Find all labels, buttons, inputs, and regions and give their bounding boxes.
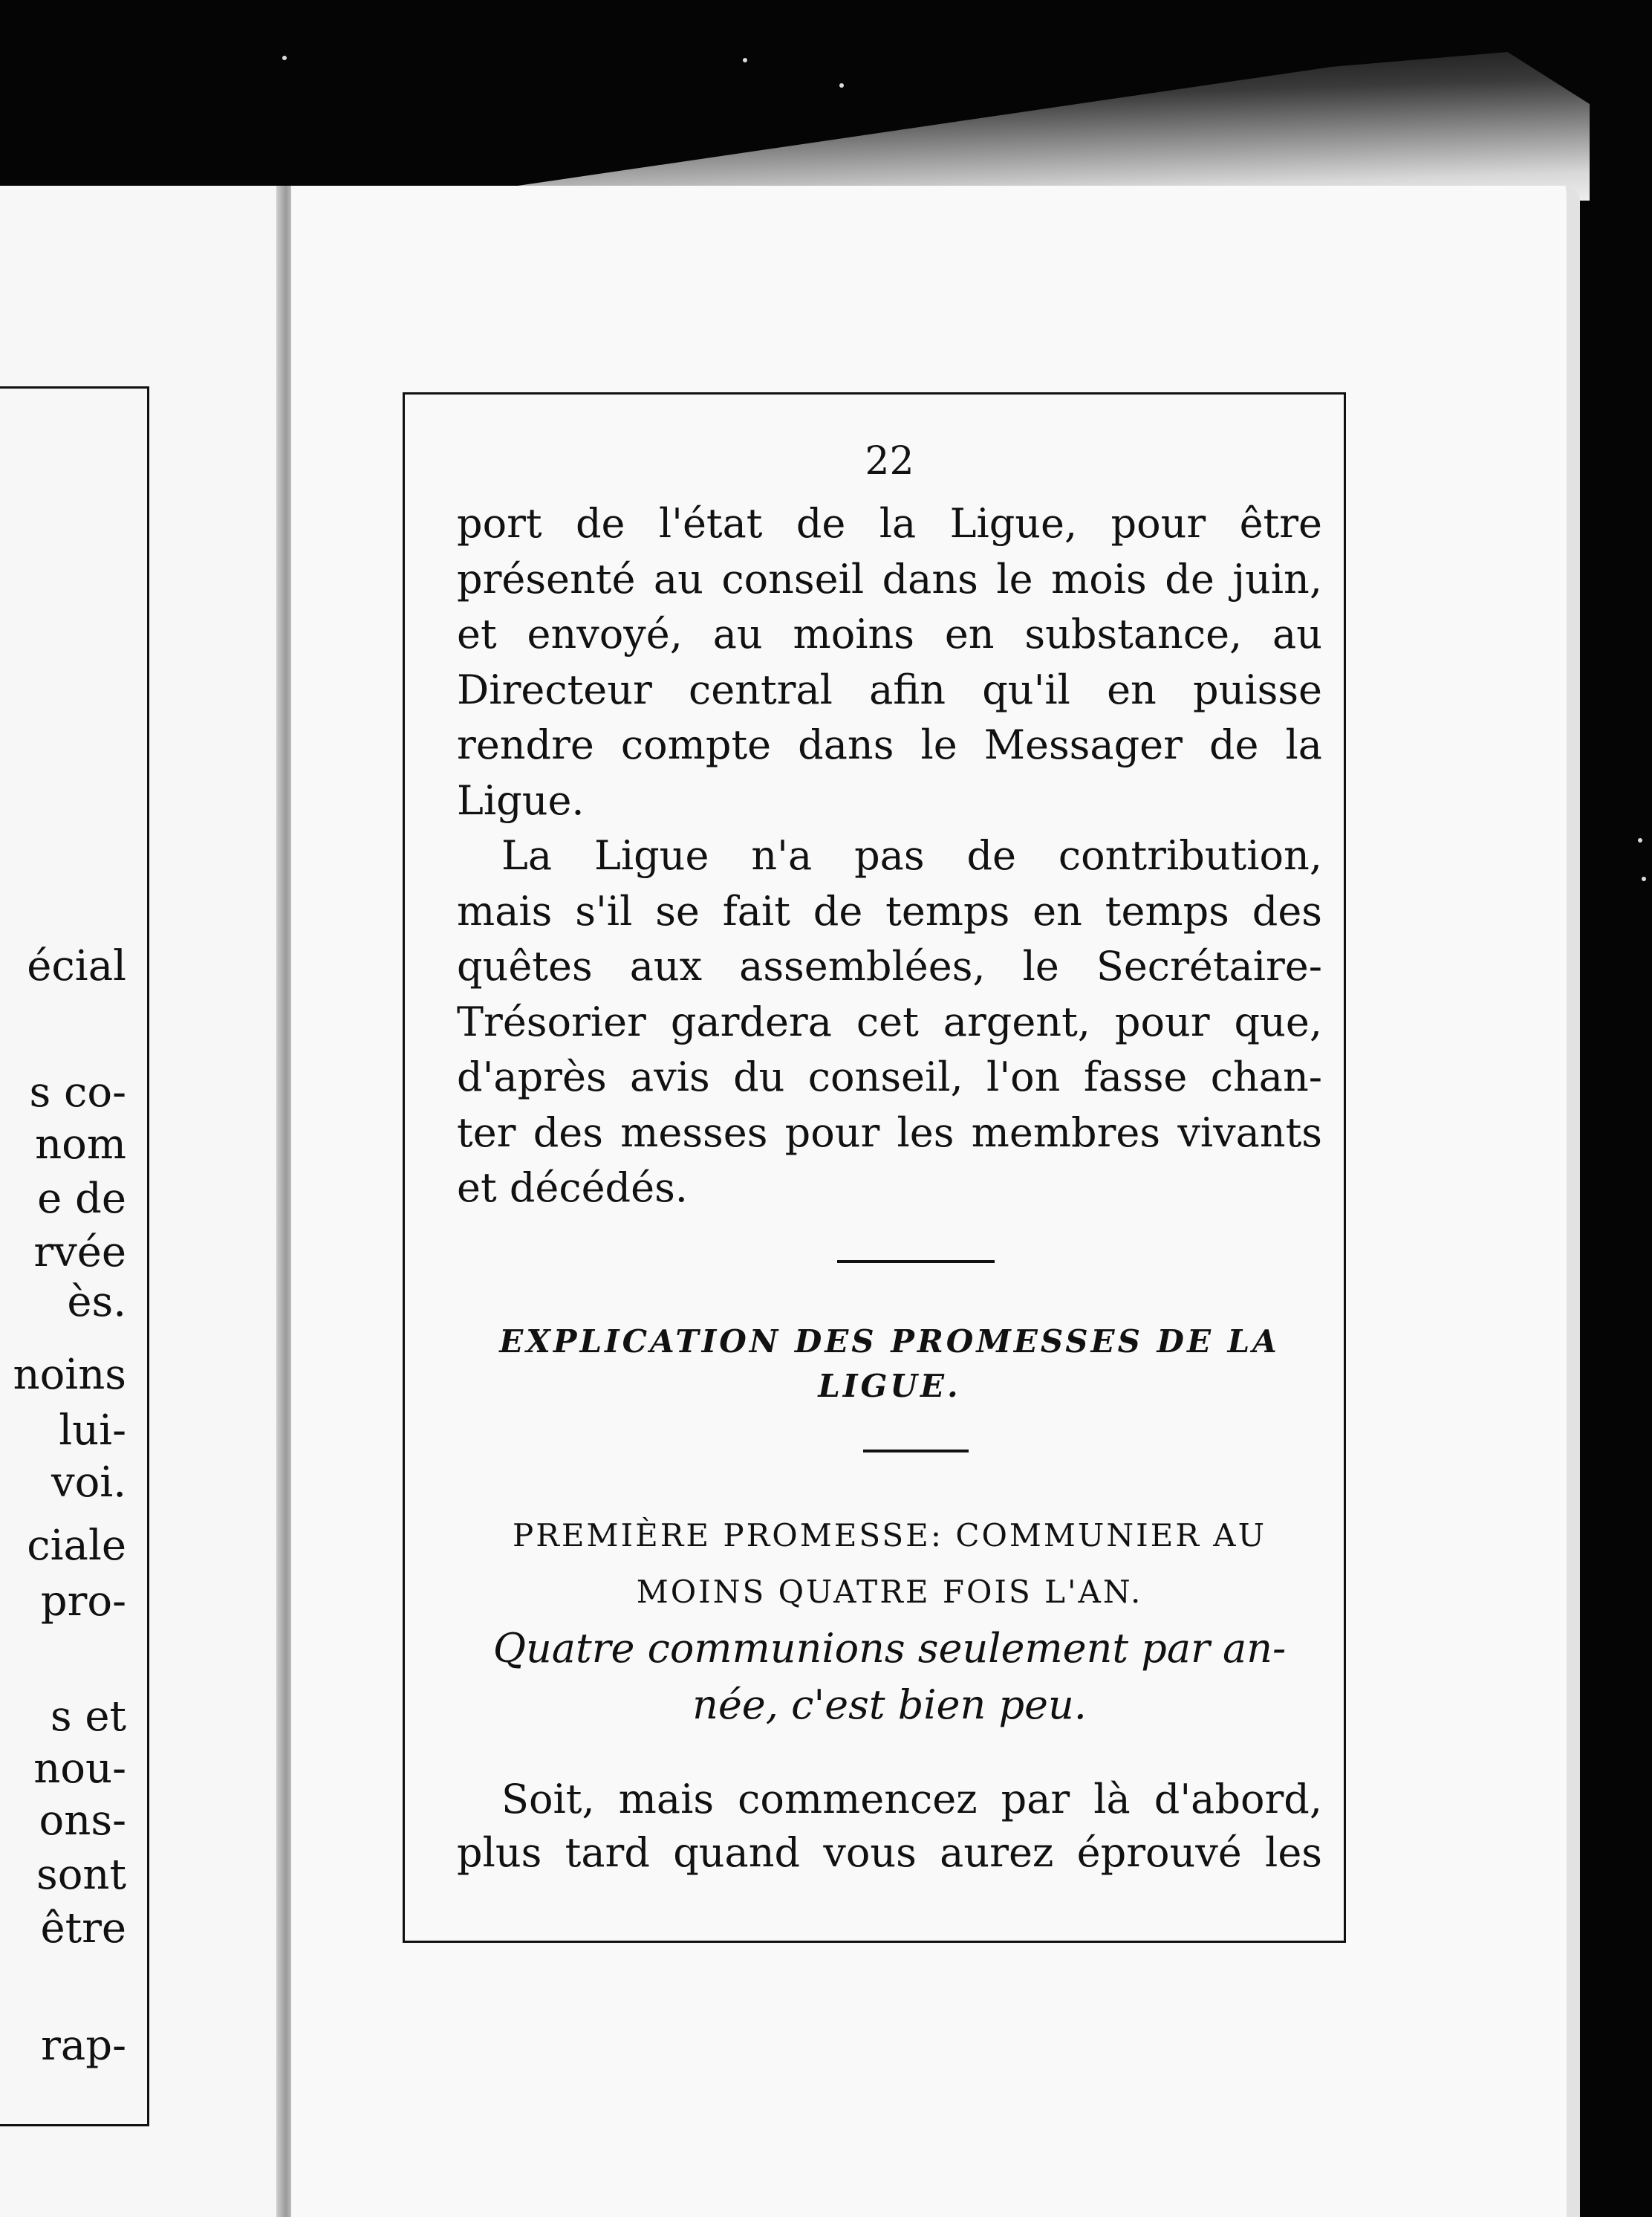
body-line: rendre compte dans le Messager de la bbox=[457, 721, 1322, 768]
left-fragment: être bbox=[40, 1904, 126, 1953]
left-fragment: sont bbox=[36, 1851, 126, 1899]
body-line: port de l'état de la Ligue, pour être bbox=[457, 500, 1322, 547]
left-fragment: pro- bbox=[40, 1577, 126, 1626]
heading-divider bbox=[863, 1450, 969, 1452]
left-fragment: noins bbox=[13, 1351, 126, 1399]
text-frame bbox=[403, 392, 1346, 1943]
left-fragment: nou- bbox=[33, 1744, 126, 1793]
left-page bbox=[0, 186, 286, 2217]
left-fragment: rap- bbox=[41, 2022, 126, 2070]
body-line: et envoyé, au moins en substance, au bbox=[457, 611, 1322, 658]
page-edges-stack bbox=[416, 52, 1590, 201]
italic-question-line: Quatre communions seulement par an- bbox=[492, 1625, 1287, 1672]
promise-heading-line: MOINS QUATRE FOIS L'AN. bbox=[636, 1574, 1143, 1610]
italic-question-line: née, c'est bien peu. bbox=[692, 1681, 1087, 1728]
left-fragment: voi. bbox=[51, 1458, 126, 1507]
right-page bbox=[291, 186, 1580, 2217]
section-divider bbox=[837, 1260, 995, 1263]
section-heading-line: EXPLICATION DES PROMESSES DE LA bbox=[499, 1323, 1280, 1360]
body-line: d'après avis du conseil, l'on fasse chan- bbox=[457, 1054, 1322, 1100]
left-fragment: nom bbox=[35, 1120, 126, 1169]
section-heading-line: LIGUE. bbox=[818, 1368, 961, 1404]
body-line: et décédés. bbox=[457, 1164, 688, 1211]
left-fragment: ciale bbox=[27, 1522, 126, 1570]
body-line: ter des messes pour les membres vivants bbox=[457, 1108, 1322, 1156]
body-line: Directeur central afin qu'il en puisse bbox=[457, 666, 1322, 713]
left-page-frame bbox=[0, 386, 149, 2126]
section-heading bbox=[457, 1320, 1322, 1409]
body-line: Ligue. bbox=[457, 776, 585, 824]
body-paragraphs bbox=[457, 496, 1322, 1216]
left-fragment: ons- bbox=[39, 1796, 126, 1845]
page-number: 22 bbox=[865, 439, 914, 484]
answer-line: Soit, mais commencez par là d'abord, bbox=[501, 1776, 1322, 1822]
body-line: quêtes aux assemblées, le Secrétaire- bbox=[457, 943, 1322, 990]
answer-paragraph bbox=[457, 1773, 1322, 1880]
left-fragment: e de bbox=[37, 1175, 126, 1223]
italic-question bbox=[457, 1620, 1322, 1733]
body-line: La Ligue n'a pas de contribution, bbox=[501, 832, 1322, 879]
body-line: mais s'il se fait de temps en temps des bbox=[457, 887, 1322, 935]
left-fragment: écial bbox=[27, 942, 126, 990]
left-fragment: rvée bbox=[33, 1228, 126, 1276]
left-fragment: s co- bbox=[29, 1068, 126, 1117]
body-line: Trésorier gardera cet argent, pour que, bbox=[457, 998, 1322, 1045]
promise-heading-line: PREMIÈRE PROMESSE: COMMUNIER AU bbox=[512, 1517, 1267, 1554]
left-fragment: s et bbox=[50, 1692, 126, 1741]
left-fragment: lui- bbox=[59, 1406, 126, 1455]
answer-line: plus tard quand vous aurez éprouvé les bbox=[457, 1829, 1322, 1876]
body-line: présenté au conseil dans le mois de juin, bbox=[457, 555, 1322, 603]
promise-heading bbox=[457, 1507, 1322, 1620]
left-fragment: ès. bbox=[67, 1278, 126, 1326]
